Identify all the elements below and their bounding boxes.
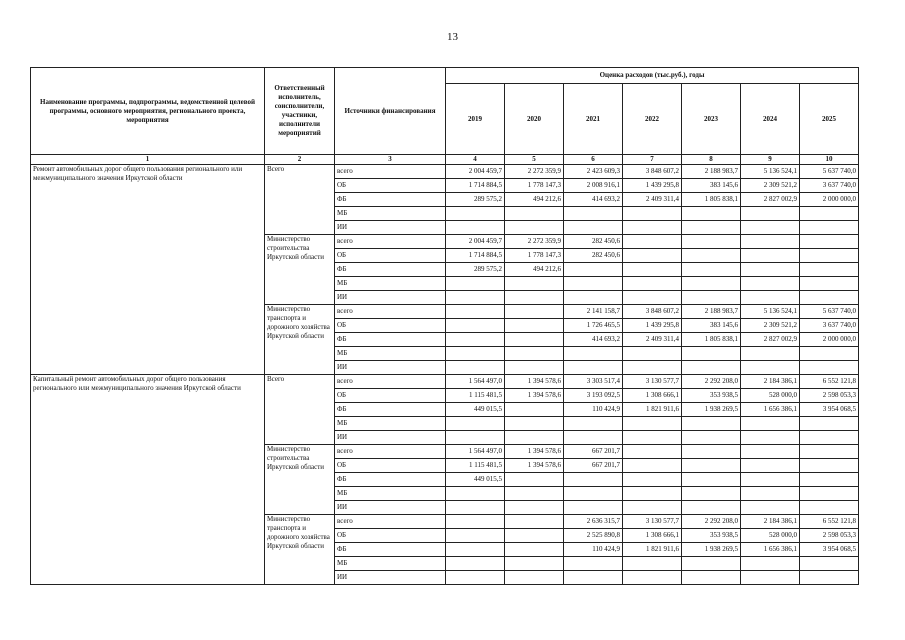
value-cell	[505, 361, 564, 375]
value-cell	[741, 235, 800, 249]
value-cell	[505, 487, 564, 501]
value-cell: 1 394 578,6	[505, 389, 564, 403]
value-cell: 528 000,0	[741, 389, 800, 403]
value-cell: 2 525 890,8	[564, 529, 623, 543]
header-year: 2023	[682, 84, 741, 155]
value-cell	[741, 445, 800, 459]
value-cell	[800, 235, 859, 249]
value-cell	[446, 305, 505, 319]
value-cell	[623, 473, 682, 487]
value-cell	[505, 515, 564, 529]
value-cell: 1 115 481,5	[446, 389, 505, 403]
value-cell: 1 938 269,5	[682, 403, 741, 417]
value-cell: 494 212,6	[505, 263, 564, 277]
value-cell	[682, 235, 741, 249]
value-cell	[800, 431, 859, 445]
value-cell	[505, 473, 564, 487]
value-cell: 528 000,0	[741, 529, 800, 543]
value-cell	[505, 529, 564, 543]
source-cell: МБ	[335, 557, 446, 571]
value-cell: 1 394 578,6	[505, 445, 564, 459]
value-cell	[741, 459, 800, 473]
value-cell: 1 778 147,3	[505, 179, 564, 193]
value-cell	[446, 487, 505, 501]
value-cell	[446, 291, 505, 305]
column-index: 4	[446, 155, 505, 165]
source-cell: ИИ	[335, 501, 446, 515]
value-cell: 3 954 068,5	[800, 543, 859, 557]
source-cell: МБ	[335, 417, 446, 431]
value-cell	[564, 291, 623, 305]
value-cell	[741, 347, 800, 361]
value-cell	[741, 277, 800, 291]
source-cell: всего	[335, 165, 446, 179]
source-cell: ФБ	[335, 263, 446, 277]
value-cell	[741, 501, 800, 515]
value-cell	[505, 305, 564, 319]
value-cell: 2 409 311,4	[623, 193, 682, 207]
value-cell	[446, 529, 505, 543]
column-index: 9	[741, 155, 800, 165]
value-cell	[446, 333, 505, 347]
header-sources: Источники финансирования	[335, 68, 446, 155]
value-cell	[800, 459, 859, 473]
value-cell: 3 637 740,0	[800, 319, 859, 333]
executor-cell: Министерство строительства Иркутской области	[265, 235, 335, 305]
value-cell	[505, 557, 564, 571]
value-cell: 2 309 521,2	[741, 319, 800, 333]
value-cell: 3 954 068,5	[800, 403, 859, 417]
value-cell: 5 637 740,0	[800, 165, 859, 179]
value-cell	[446, 557, 505, 571]
value-cell	[800, 557, 859, 571]
value-cell: 5 637 740,0	[800, 305, 859, 319]
value-cell: 1 439 295,8	[623, 319, 682, 333]
source-cell: ИИ	[335, 221, 446, 235]
value-cell	[800, 501, 859, 515]
value-cell	[505, 319, 564, 333]
value-cell: 1 115 481,5	[446, 459, 505, 473]
program-name-cell: Ремонт автомобильных дорог общего пользования регионального или межмуниципального значения Иркутской области	[31, 165, 265, 375]
column-index: 3	[335, 155, 446, 165]
value-cell	[505, 501, 564, 515]
value-cell	[505, 333, 564, 347]
value-cell	[682, 291, 741, 305]
value-cell: 1 938 269,5	[682, 543, 741, 557]
value-cell: 383 145,6	[682, 179, 741, 193]
header-year: 2020	[505, 84, 564, 155]
value-cell	[682, 263, 741, 277]
value-cell	[741, 249, 800, 263]
header-year: 2021	[564, 84, 623, 155]
column-index: 8	[682, 155, 741, 165]
source-cell: ИИ	[335, 361, 446, 375]
value-cell	[623, 459, 682, 473]
value-cell: 3 193 092,5	[564, 389, 623, 403]
value-cell: 2 272 359,9	[505, 165, 564, 179]
value-cell: 2 188 983,7	[682, 305, 741, 319]
value-cell	[623, 207, 682, 221]
value-cell	[800, 473, 859, 487]
value-cell: 2 598 053,3	[800, 389, 859, 403]
value-cell: 2 000 000,0	[800, 193, 859, 207]
value-cell	[682, 207, 741, 221]
value-cell	[741, 557, 800, 571]
source-cell: ФБ	[335, 193, 446, 207]
value-cell	[682, 557, 741, 571]
value-cell	[800, 361, 859, 375]
value-cell	[446, 347, 505, 361]
value-cell: 2 636 315,7	[564, 515, 623, 529]
value-cell	[446, 319, 505, 333]
source-cell: МБ	[335, 277, 446, 291]
value-cell	[800, 445, 859, 459]
value-cell	[623, 361, 682, 375]
value-cell: 1 805 838,1	[682, 193, 741, 207]
value-cell: 2 272 359,9	[505, 235, 564, 249]
value-cell	[505, 543, 564, 557]
value-cell	[741, 473, 800, 487]
value-cell: 2 309 521,2	[741, 179, 800, 193]
value-cell: 2 008 916,1	[564, 179, 623, 193]
value-cell	[564, 473, 623, 487]
column-index: 6	[564, 155, 623, 165]
source-cell: всего	[335, 375, 446, 389]
header-year: 2022	[623, 84, 682, 155]
value-cell: 3 848 607,2	[623, 305, 682, 319]
value-cell: 2 292 208,0	[682, 375, 741, 389]
value-cell: 289 575,2	[446, 193, 505, 207]
source-cell: ОБ	[335, 319, 446, 333]
value-cell	[505, 277, 564, 291]
value-cell: 1 821 911,6	[623, 543, 682, 557]
value-cell	[505, 347, 564, 361]
value-cell: 6 552 121,8	[800, 375, 859, 389]
value-cell	[741, 487, 800, 501]
value-cell	[623, 417, 682, 431]
value-cell: 449 015,5	[446, 473, 505, 487]
value-cell: 1 821 911,6	[623, 403, 682, 417]
column-index: 1	[31, 155, 265, 165]
value-cell	[623, 347, 682, 361]
value-cell	[623, 501, 682, 515]
value-cell	[564, 417, 623, 431]
value-cell: 2 827 002,9	[741, 333, 800, 347]
source-cell: ФБ	[335, 473, 446, 487]
value-cell: 6 552 121,8	[800, 515, 859, 529]
value-cell	[741, 263, 800, 277]
value-cell: 449 015,5	[446, 403, 505, 417]
header-year: 2019	[446, 84, 505, 155]
value-cell	[682, 501, 741, 515]
table-row	[31, 375, 859, 389]
value-cell: 1 805 838,1	[682, 333, 741, 347]
value-cell: 1 726 465,5	[564, 319, 623, 333]
column-index: 5	[505, 155, 564, 165]
value-cell	[505, 431, 564, 445]
source-cell: всего	[335, 305, 446, 319]
value-cell: 2 409 311,4	[623, 333, 682, 347]
value-cell	[564, 347, 623, 361]
value-cell	[800, 221, 859, 235]
value-cell: 2 000 000,0	[800, 333, 859, 347]
value-cell	[446, 431, 505, 445]
value-cell	[505, 291, 564, 305]
value-cell	[623, 571, 682, 585]
value-cell	[741, 571, 800, 585]
value-cell: 5 136 524,1	[741, 165, 800, 179]
column-index: 7	[623, 155, 682, 165]
value-cell	[682, 277, 741, 291]
value-cell	[682, 459, 741, 473]
value-cell	[564, 277, 623, 291]
source-cell: МБ	[335, 347, 446, 361]
value-cell: 667 201,7	[564, 459, 623, 473]
value-cell: 1 394 578,6	[505, 375, 564, 389]
value-cell	[564, 431, 623, 445]
value-cell	[446, 277, 505, 291]
source-cell: МБ	[335, 487, 446, 501]
value-cell: 1 656 386,1	[741, 403, 800, 417]
value-cell: 1 308 666,1	[623, 529, 682, 543]
value-cell: 1 439 295,8	[623, 179, 682, 193]
value-cell: 2 184 386,1	[741, 375, 800, 389]
header-name: Наименование программы, подпрограммы, ведомственной целевой программы, основного мероприятия, регионального проекта, мероприятия	[31, 68, 265, 155]
header-costs: Оценка расходов (тыс.руб.), годы	[446, 68, 859, 84]
source-cell: всего	[335, 445, 446, 459]
value-cell	[623, 263, 682, 277]
source-cell: ИИ	[335, 571, 446, 585]
value-cell: 1 394 578,6	[505, 459, 564, 473]
value-cell	[564, 361, 623, 375]
value-cell	[446, 221, 505, 235]
header-executor: Ответственный исполнитель, соисполнители, участники, исполнители мероприятий	[265, 68, 335, 155]
value-cell	[741, 291, 800, 305]
value-cell: 2 188 983,7	[682, 165, 741, 179]
value-cell	[505, 571, 564, 585]
value-cell: 353 938,5	[682, 529, 741, 543]
value-cell	[623, 445, 682, 459]
value-cell: 2 184 386,1	[741, 515, 800, 529]
value-cell: 282 450,6	[564, 235, 623, 249]
value-cell	[446, 543, 505, 557]
value-cell: 2 292 208,0	[682, 515, 741, 529]
value-cell	[564, 501, 623, 515]
value-cell: 3 130 577,7	[623, 515, 682, 529]
value-cell: 1 564 497,0	[446, 375, 505, 389]
source-cell: ФБ	[335, 403, 446, 417]
header-year: 2025	[800, 84, 859, 155]
value-cell	[623, 291, 682, 305]
value-cell: 2 598 053,3	[800, 529, 859, 543]
value-cell: 1 778 147,3	[505, 249, 564, 263]
value-cell	[505, 403, 564, 417]
value-cell: 353 938,5	[682, 389, 741, 403]
value-cell	[800, 263, 859, 277]
program-name-cell: Капитальный ремонт автомобильных дорог общего пользования регионального или межмуниципального значения Иркутской области	[31, 375, 265, 585]
source-cell: ОБ	[335, 249, 446, 263]
value-cell	[682, 571, 741, 585]
value-cell	[741, 417, 800, 431]
table-body	[31, 155, 859, 585]
value-cell	[564, 263, 623, 277]
value-cell	[505, 207, 564, 221]
value-cell	[446, 515, 505, 529]
value-cell	[623, 249, 682, 263]
value-cell	[682, 445, 741, 459]
value-cell: 3 848 607,2	[623, 165, 682, 179]
column-index-row	[31, 155, 859, 165]
source-cell: ФБ	[335, 543, 446, 557]
value-cell	[623, 431, 682, 445]
value-cell	[446, 501, 505, 515]
value-cell	[564, 207, 623, 221]
source-cell: ОБ	[335, 459, 446, 473]
value-cell: 2 004 459,7	[446, 235, 505, 249]
source-cell: ИИ	[335, 431, 446, 445]
value-cell	[741, 431, 800, 445]
executor-cell: Министерство строительства Иркутской области	[265, 445, 335, 515]
column-index: 2	[265, 155, 335, 165]
value-cell	[623, 235, 682, 249]
value-cell: 3 130 577,7	[623, 375, 682, 389]
value-cell	[741, 221, 800, 235]
source-cell: ОБ	[335, 389, 446, 403]
source-cell: ИИ	[335, 291, 446, 305]
source-cell: всего	[335, 515, 446, 529]
header-year: 2024	[741, 84, 800, 155]
value-cell: 494 212,6	[505, 193, 564, 207]
value-cell	[623, 221, 682, 235]
value-cell: 5 136 524,1	[741, 305, 800, 319]
value-cell	[564, 487, 623, 501]
value-cell	[623, 557, 682, 571]
value-cell: 110 424,9	[564, 403, 623, 417]
value-cell: 414 693,2	[564, 333, 623, 347]
value-cell	[800, 417, 859, 431]
value-cell	[741, 361, 800, 375]
executor-cell: Министерство транспорта и дорожного хозяйства Иркутской области	[265, 515, 335, 585]
table-row	[31, 165, 859, 179]
value-cell: 2 141 158,7	[564, 305, 623, 319]
value-cell: 2 827 002,9	[741, 193, 800, 207]
value-cell: 2 423 609,3	[564, 165, 623, 179]
value-cell	[682, 487, 741, 501]
value-cell	[682, 249, 741, 263]
value-cell	[564, 557, 623, 571]
value-cell	[800, 291, 859, 305]
value-cell	[623, 487, 682, 501]
value-cell	[505, 417, 564, 431]
value-cell: 110 424,9	[564, 543, 623, 557]
value-cell: 2 004 459,7	[446, 165, 505, 179]
source-cell: ОБ	[335, 179, 446, 193]
value-cell: 289 575,2	[446, 263, 505, 277]
executor-cell: Всего	[265, 375, 335, 445]
value-cell	[446, 207, 505, 221]
value-cell	[682, 221, 741, 235]
value-cell	[682, 431, 741, 445]
budget-table	[30, 67, 859, 585]
value-cell	[800, 277, 859, 291]
value-cell: 1 308 666,1	[623, 389, 682, 403]
value-cell: 667 201,7	[564, 445, 623, 459]
value-cell: 1 714 884,5	[446, 179, 505, 193]
value-cell	[446, 417, 505, 431]
value-cell	[741, 207, 800, 221]
value-cell: 1 656 386,1	[741, 543, 800, 557]
value-cell	[682, 347, 741, 361]
value-cell: 282 450,6	[564, 249, 623, 263]
value-cell	[800, 249, 859, 263]
value-cell	[505, 221, 564, 235]
value-cell	[682, 417, 741, 431]
value-cell	[800, 347, 859, 361]
executor-cell: Всего	[265, 165, 335, 235]
value-cell: 1 564 497,0	[446, 445, 505, 459]
column-index: 10	[800, 155, 859, 165]
page-number: 13	[447, 31, 458, 43]
source-cell: ФБ	[335, 333, 446, 347]
source-cell: ОБ	[335, 529, 446, 543]
value-cell: 3 637 740,0	[800, 179, 859, 193]
value-cell	[623, 277, 682, 291]
value-cell	[800, 571, 859, 585]
executor-cell: Министерство транспорта и дорожного хозяйства Иркутской области	[265, 305, 335, 375]
source-cell: всего	[335, 235, 446, 249]
value-cell	[800, 207, 859, 221]
value-cell	[564, 221, 623, 235]
value-cell: 1 714 884,5	[446, 249, 505, 263]
value-cell: 383 145,6	[682, 319, 741, 333]
source-cell: МБ	[335, 207, 446, 221]
value-cell: 414 693,2	[564, 193, 623, 207]
value-cell	[682, 473, 741, 487]
value-cell	[800, 487, 859, 501]
value-cell: 3 303 517,4	[564, 375, 623, 389]
value-cell	[564, 571, 623, 585]
value-cell	[682, 361, 741, 375]
value-cell	[446, 571, 505, 585]
value-cell	[446, 361, 505, 375]
